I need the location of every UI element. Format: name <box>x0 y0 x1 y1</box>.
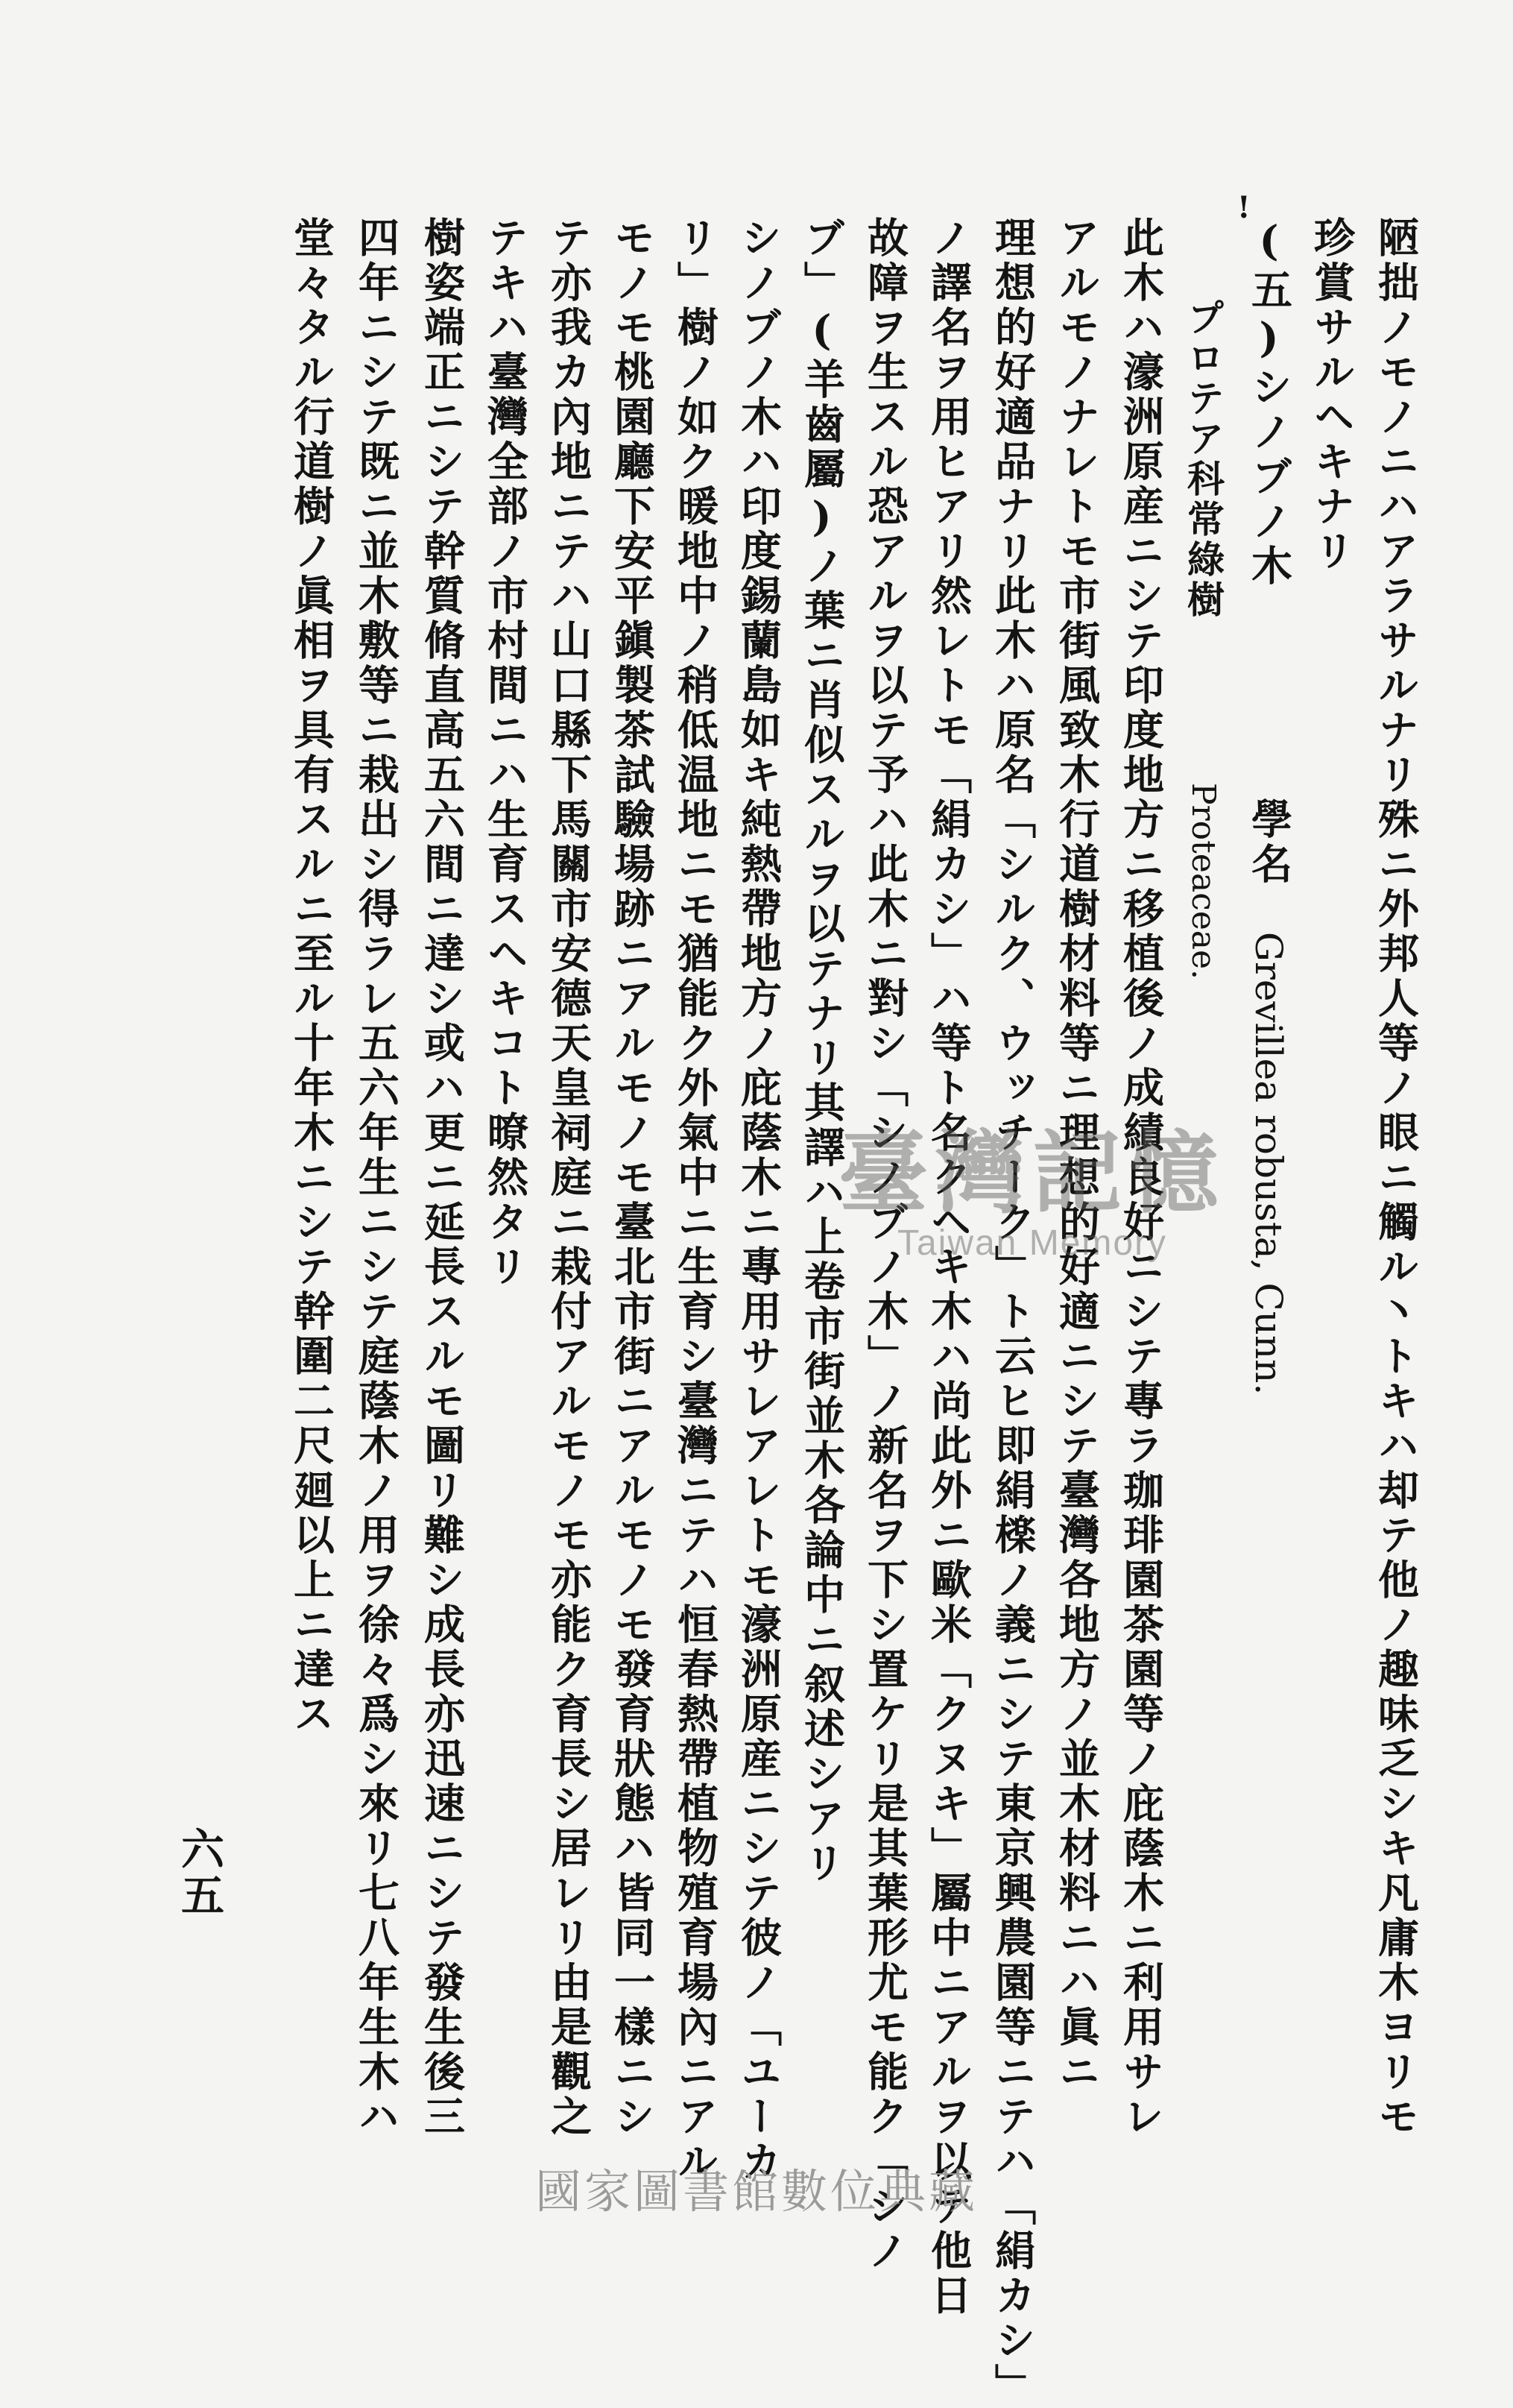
text-column-8: ノ譯名ヲ用ヒアリ然レトモ「絹カシ」ハ等ト名クヘキ木ハ尚此外ニ歐米「クヌキ」屬中ニアルヲ以テ他日 <box>924 216 973 2319</box>
text-column-13: モノモ桃園廳下安平鎭製茶試驗場跡ニアルモノモ臺北市街ニアルモノモ發育狀態ハ皆同一樣ニシ <box>607 216 656 2140</box>
text-column-18: 堂々タル行道樹ノ眞相ヲ具有スルニ至ル十年木ニシテ幹圍二尺廻以上ニ達ス <box>287 216 335 1737</box>
watermark-en: Taiwan Memory <box>897 1223 1168 1263</box>
text-column-12: リ」樹ノ如ク暖地中ノ稍低温地ニモ猶能ク外氣中ニ生育シ臺灣ニテハ恒春熱帶植物殖育場內ニアル <box>671 216 719 2184</box>
scientific-name-label: 學名 <box>1245 798 1293 887</box>
page-number: 六五 <box>174 1827 224 1919</box>
text-column-16: 樹姿端正ニシテ幹質脩直高五六間ニ達シ或ハ更ニ延長スルモ圖リ難シ成長亦迅速ニシテ發生後三 <box>417 216 466 2140</box>
text-column-7: 理想的好適品ナリ此木ハ原名「シルク、ウッチーク」ト云ヒ即絹檪ノ義ニシテ東京興農園等ニテハ「絹カシ」 <box>988 216 1037 2408</box>
watermark-cn: 臺灣記憶 <box>838 1122 1226 1226</box>
text-column-6: アルモノナレトモ市街風致木行道樹材料等ニ理想的好適ニシテ臺灣各地方ノ並木材料ニハ眞ニ <box>1052 216 1101 2095</box>
watermark-logo <box>801 1122 1263 1264</box>
text-column-15: テキハ臺灣全部ノ市村間ニハ生育スヘキコト暸然タリ <box>481 216 529 1290</box>
text-column-1: 陋拙ノモノニハアラサルナリ殊ニ外邦人等ノ眼ニ觸ル丶トキハ却テ他ノ趣味乏シキ凡庸木ヨリモ <box>1371 216 1420 2140</box>
family-heading: プロテア科常綠樹 <box>1181 298 1225 620</box>
text-column-2: 珍賞サルヘキナリ <box>1307 216 1356 574</box>
scientific-name: Grevillea robusta, Cunn. <box>1247 932 1290 1396</box>
family-latin: Proteaceae. <box>1184 783 1222 980</box>
text-column-9: 故障ヲ生スル恐アルヲ以テ予ハ此木ニ對シ「シノブノ木」ノ新名ヲ下シ置ケリ是其葉形尤モ能ク「シノ <box>861 216 909 2274</box>
library-footer: 國家圖書館數位典藏 <box>534 2164 978 2219</box>
text-column-14: テ亦我カ內地ニテハ山口縣下馬關市安德天皇祠庭ニ栽付アルモノモ亦能ク育長シ居レリ由是觀之 <box>544 216 593 2140</box>
text-column-10: ブ」(羊齒屬)ノ葉ニ肖似スルヲ以テナリ其譯ハ上卷市街並木各論中ニ叙述シアリ <box>797 216 846 1886</box>
margin-mark: ! <box>1237 190 1251 225</box>
text-column-17: 四年ニシテ既ニ並木敷等ニ栽出シ得ラレ五六年生ニシテ庭蔭木ノ用ヲ徐々爲シ來リ七八年生木ハ <box>352 216 400 2140</box>
text-column-5: 此木ハ濠洲原産ニシテ印度地方ニ移植後ノ成績良好ニシテ專ラ珈琲園茶園等ノ庇蔭木ニ利用サレ <box>1116 216 1165 2140</box>
section-title: (五)シノブノ木 <box>1245 216 1293 589</box>
text-column-11: シノブノ木ハ印度錫蘭島如キ純熱帶地方ノ庇蔭木ニ專用サレアレトモ濠洲原産ニシテ彼ノ「ユーカ <box>734 216 783 2184</box>
